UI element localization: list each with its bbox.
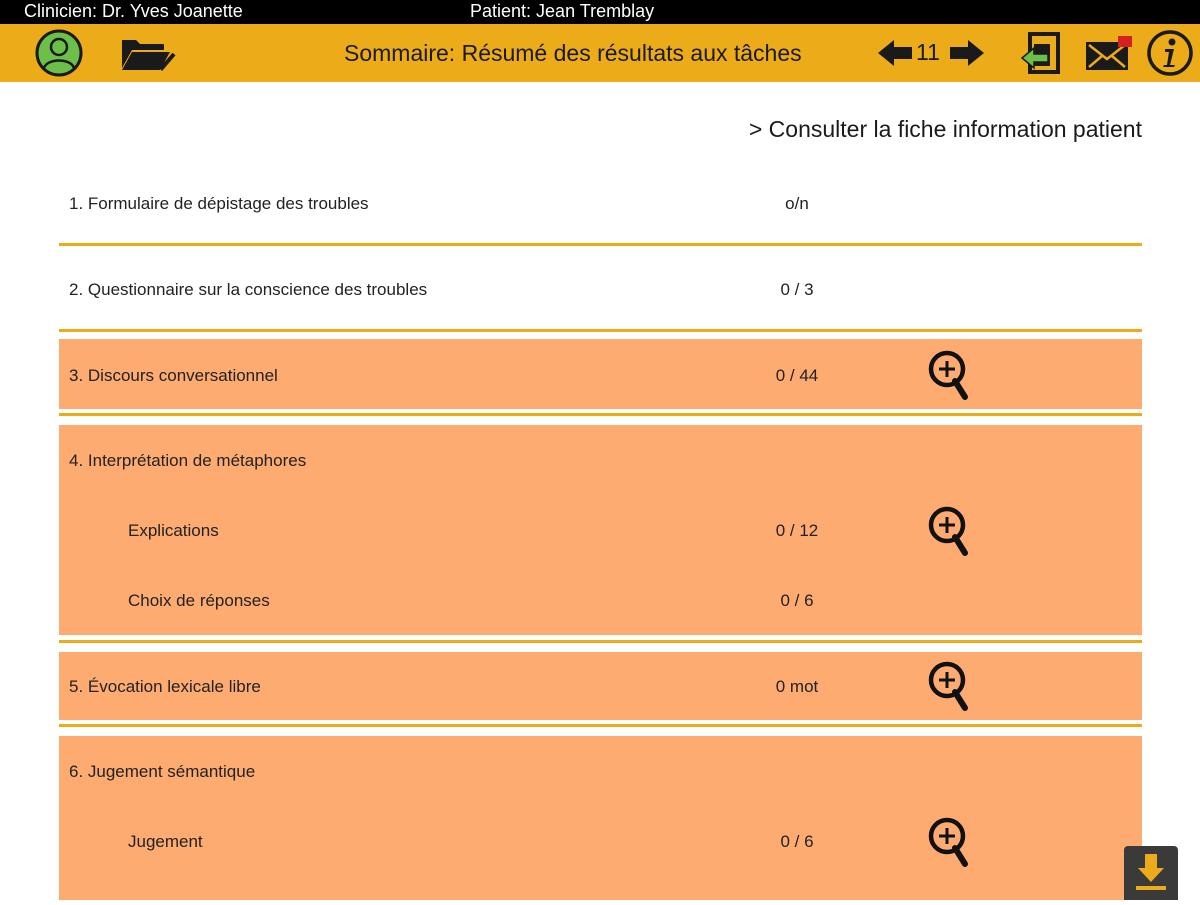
subtask-score: 0 / 12 <box>775 521 819 540</box>
task-row <box>59 170 1142 242</box>
info-icon[interactable] <box>1146 29 1194 77</box>
exit-book-icon[interactable] <box>1020 30 1066 78</box>
task-label: 4. Interprétation de métaphores <box>69 451 307 470</box>
task-label: 2. Questionnaire sur la conscience des troubles <box>69 280 428 299</box>
toolbar <box>0 24 1200 82</box>
zoom-in-icon[interactable] <box>927 660 971 712</box>
task-score: 0 / 3 <box>780 280 814 299</box>
consult-patient-info-link[interactable]: > Consulter la fiche information patient <box>748 116 1142 142</box>
task-label: 6. Jugement sémantique <box>69 762 256 781</box>
row-divider <box>59 243 1142 246</box>
task-score: 0 / 44 <box>775 366 819 385</box>
task-label: 5. Évocation lexicale libre <box>69 677 261 696</box>
zoom-in-icon[interactable] <box>927 349 971 401</box>
subtask-score: 0 / 6 <box>780 591 814 610</box>
download-arrow-icon <box>1124 846 1178 900</box>
task-row <box>59 425 1142 635</box>
zoom-in-icon[interactable] <box>927 816 971 868</box>
row-divider <box>59 413 1142 416</box>
arrow-left-icon[interactable] <box>876 38 914 68</box>
page-number: 11 <box>916 39 940 65</box>
mail-pdf-icon[interactable] <box>1084 34 1134 74</box>
task-row <box>59 736 1142 900</box>
clinician-label: Clinicien: Dr. Yves Joanette <box>24 1 243 21</box>
subtask-score: 0 / 6 <box>780 832 814 851</box>
zoom-in-icon[interactable] <box>927 505 971 557</box>
task-row <box>59 255 1142 327</box>
page-title: Sommaire: Résumé des résultats aux tâches <box>344 40 802 66</box>
subtask-label: Jugement <box>128 832 203 851</box>
arrow-right-icon[interactable] <box>948 38 986 68</box>
task-score: o/n <box>785 194 809 213</box>
profile-icon[interactable] <box>35 29 83 77</box>
row-divider <box>59 329 1142 332</box>
task-row <box>59 652 1142 720</box>
scroll-down-button[interactable] <box>1124 846 1178 900</box>
task-label: 3. Discours conversationnel <box>69 366 278 385</box>
subtask-label: Choix de réponses <box>128 591 270 610</box>
row-divider <box>59 724 1142 727</box>
subtask-label: Explications <box>128 521 219 540</box>
task-score: 0 mot <box>775 677 819 696</box>
status-bar <box>0 0 1200 24</box>
task-label: 1. Formulaire de dépistage des troubles <box>69 194 369 213</box>
patient-label: Patient: Jean Tremblay <box>470 1 655 21</box>
task-row <box>59 339 1142 409</box>
row-divider <box>59 640 1142 643</box>
folder-check-icon[interactable] <box>120 34 176 74</box>
